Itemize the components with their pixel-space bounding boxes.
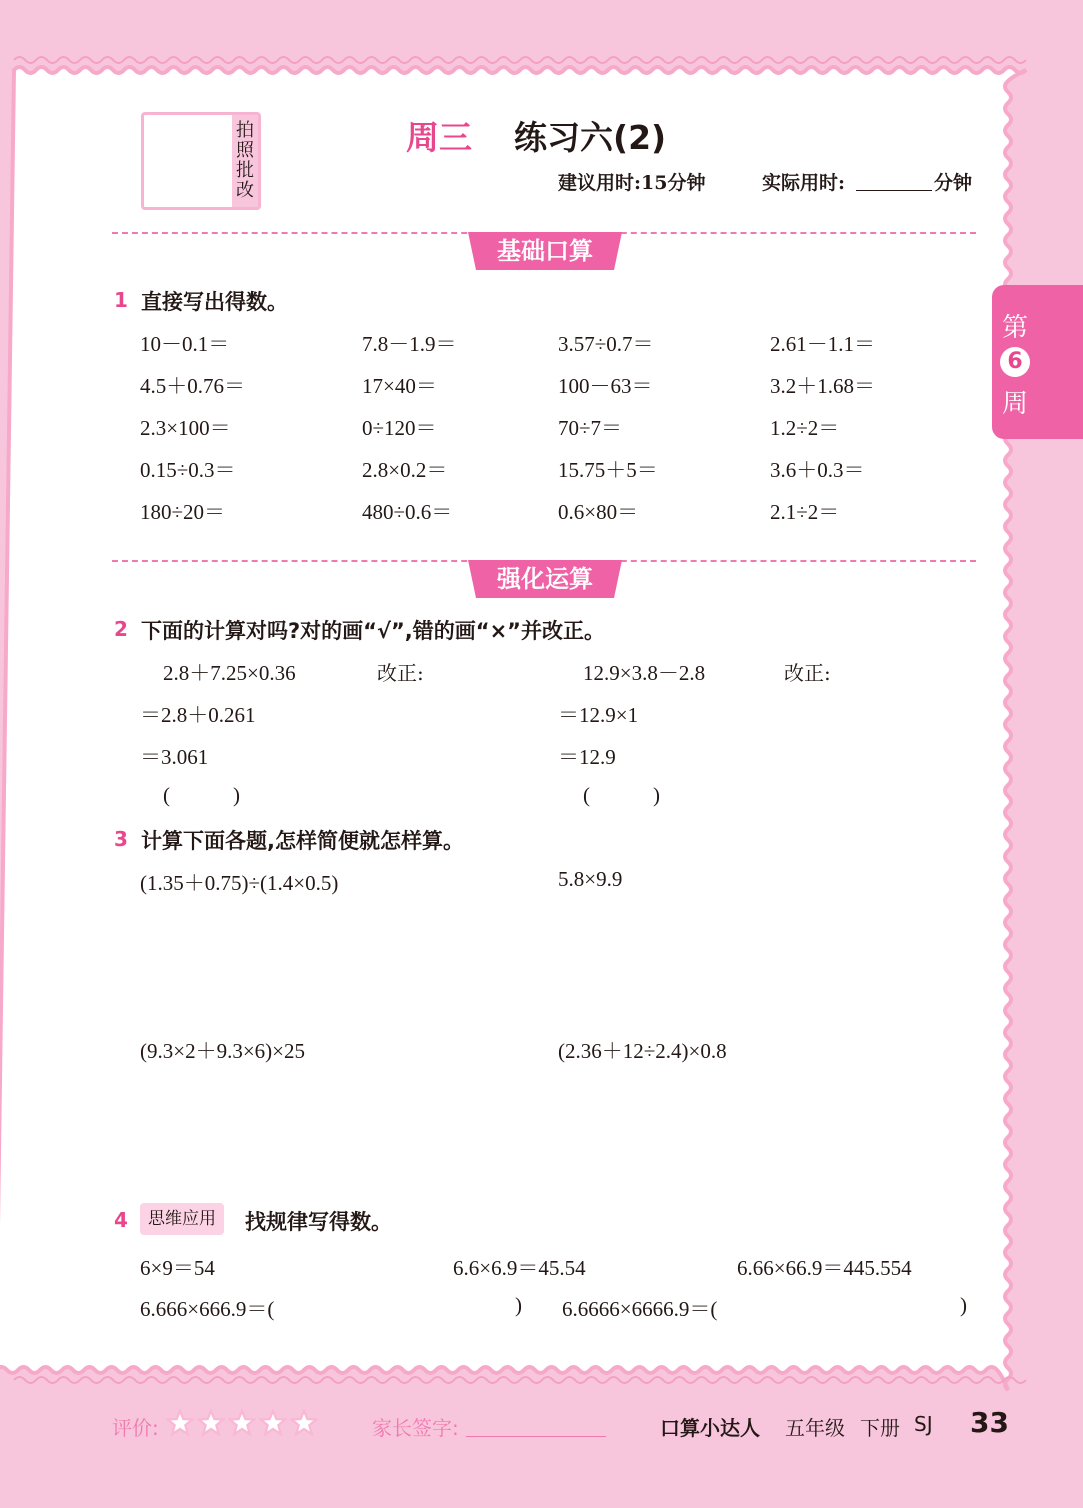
oral-calc-item: 2.8×0.2＝ (362, 458, 448, 482)
paren-close: ) (515, 1293, 522, 1317)
page-title: 练习六(2) (514, 118, 667, 157)
oral-calc-item: 3.6＋0.3＝ (770, 458, 865, 482)
pattern-item: 6.6×6.9＝45.54 (453, 1256, 586, 1280)
photo-label-char: 拍 (236, 120, 254, 141)
pattern-item: 6.66×66.9＝445.554 (737, 1256, 912, 1280)
rating-label: 评价: (112, 1416, 159, 1440)
expression: 5.8×9.9 (558, 867, 623, 891)
actual-time-unit: 分钟 (934, 172, 973, 194)
rating-stars[interactable] (166, 1409, 321, 1441)
thinking-tag: 思维应用 (140, 1203, 224, 1235)
oral-calc-item: 10－0.1＝ (140, 332, 230, 356)
pattern-question: 6.6666×6666.9＝( (562, 1297, 718, 1321)
star-icon[interactable] (197, 1409, 225, 1437)
oral-calc-item: 17×40＝ (362, 374, 437, 398)
week-tab (992, 285, 1083, 439)
page-day: 周三 (406, 118, 472, 157)
expression: (1.35＋0.75)÷(1.4×0.5) (140, 871, 339, 895)
photo-label-char: 照 (236, 140, 254, 161)
decorative-wave-top (14, 57, 1026, 63)
oral-calc-item: 2.61－1.1＝ (770, 332, 875, 356)
expression: (2.36＋12÷2.4)×0.8 (558, 1039, 727, 1063)
oral-calc-item: 0.6×80＝ (558, 500, 639, 524)
question-title: 直接写出得数。 (141, 290, 288, 314)
section-banner-basic (468, 232, 622, 270)
question-number: 1 (114, 288, 128, 312)
oral-calc-item: 70÷7＝ (558, 416, 623, 440)
week-number-badge: 6 (1000, 347, 1030, 377)
week-tab-prefix: 第 (1002, 313, 1029, 343)
calc-step: ＝2.8＋0.261 (140, 703, 256, 727)
photo-label-char: 改 (236, 180, 254, 201)
expression: (9.3×2＋9.3×6)×25 (140, 1039, 306, 1063)
question-number: 4 (114, 1208, 128, 1232)
page-number: 33 (970, 1406, 1009, 1439)
edition: SJ (914, 1412, 933, 1436)
oral-calc-item: 15.75＋5＝ (558, 458, 658, 482)
oral-calc-item: 3.2＋1.68＝ (770, 374, 875, 398)
parent-signature-label: 家长签字: (372, 1416, 459, 1440)
oral-calc-item: 180÷20＝ (140, 500, 226, 524)
suggested-time: 建议用时:15分钟 (558, 172, 706, 194)
section-banner-label: 强化运算 (497, 565, 593, 593)
calc-step: ＝12.9×1 (558, 703, 639, 727)
oral-calc-item: 1.2÷2＝ (770, 416, 840, 440)
oral-calc-item: 0.15÷0.3＝ (140, 458, 236, 482)
volume: 下册 (860, 1416, 900, 1440)
pattern-question: 6.666×666.9＝( (140, 1297, 275, 1321)
pattern-item: 6×9＝54 (140, 1256, 215, 1280)
question-title: 计算下面各题,怎样简便就怎样算。 (141, 829, 464, 853)
oral-calc-item: 480÷0.6＝ (362, 500, 453, 524)
star-icon[interactable] (228, 1409, 256, 1437)
decorative-wave-bottom (14, 1377, 1026, 1383)
star-icon[interactable] (259, 1409, 287, 1437)
pattern-answer-blank[interactable] (760, 1293, 950, 1319)
question-number: 3 (114, 827, 128, 851)
fix-label: 改正: (784, 661, 831, 685)
fix-label: 改正: (377, 661, 424, 685)
oral-calc-item: 2.1÷2＝ (770, 500, 840, 524)
question-title: 下面的计算对吗?对的画“√”,错的画“×”并改正。 (141, 619, 605, 643)
paren-close: ) (960, 1293, 967, 1317)
photo-label-char: 批 (236, 160, 254, 181)
calc-step: ＝3.061 (140, 745, 209, 769)
oral-calc-item: 0÷120＝ (362, 416, 437, 440)
star-icon[interactable] (166, 1409, 194, 1437)
star-icon[interactable] (290, 1409, 318, 1437)
oral-calc-item: 3.57÷0.7＝ (558, 332, 654, 356)
calc-step: ＝12.9 (558, 745, 616, 769)
photo-correction-box[interactable] (141, 112, 261, 210)
oral-calc-item: 4.5＋0.76＝ (140, 374, 245, 398)
actual-time-label: 实际用时: (762, 172, 846, 194)
parent-signature-field[interactable] (466, 1436, 606, 1437)
question-title: 找规律写得数。 (245, 1210, 392, 1234)
section-banner-label: 基础口算 (497, 237, 593, 265)
actual-time-input[interactable] (856, 190, 932, 191)
pattern-answer-blank[interactable] (310, 1293, 510, 1319)
oral-calc-item: 100－63＝ (558, 374, 653, 398)
book-name: 口算小达人 (660, 1416, 760, 1440)
expression: 12.9×3.8－2.8 (583, 661, 706, 685)
judge-answer-blank[interactable]: ( ) (163, 783, 240, 807)
expression: 2.8＋7.25×0.36 (163, 661, 296, 685)
oral-calc-item: 7.8－1.9＝ (362, 332, 457, 356)
oral-calc-item: 2.3×100＝ (140, 416, 231, 440)
section-banner-strengthen (468, 560, 622, 598)
week-tab-suffix: 周 (1002, 389, 1029, 419)
question-number: 2 (114, 617, 128, 641)
grade: 五年级 (785, 1416, 845, 1440)
judge-answer-blank[interactable]: ( ) (583, 783, 660, 807)
